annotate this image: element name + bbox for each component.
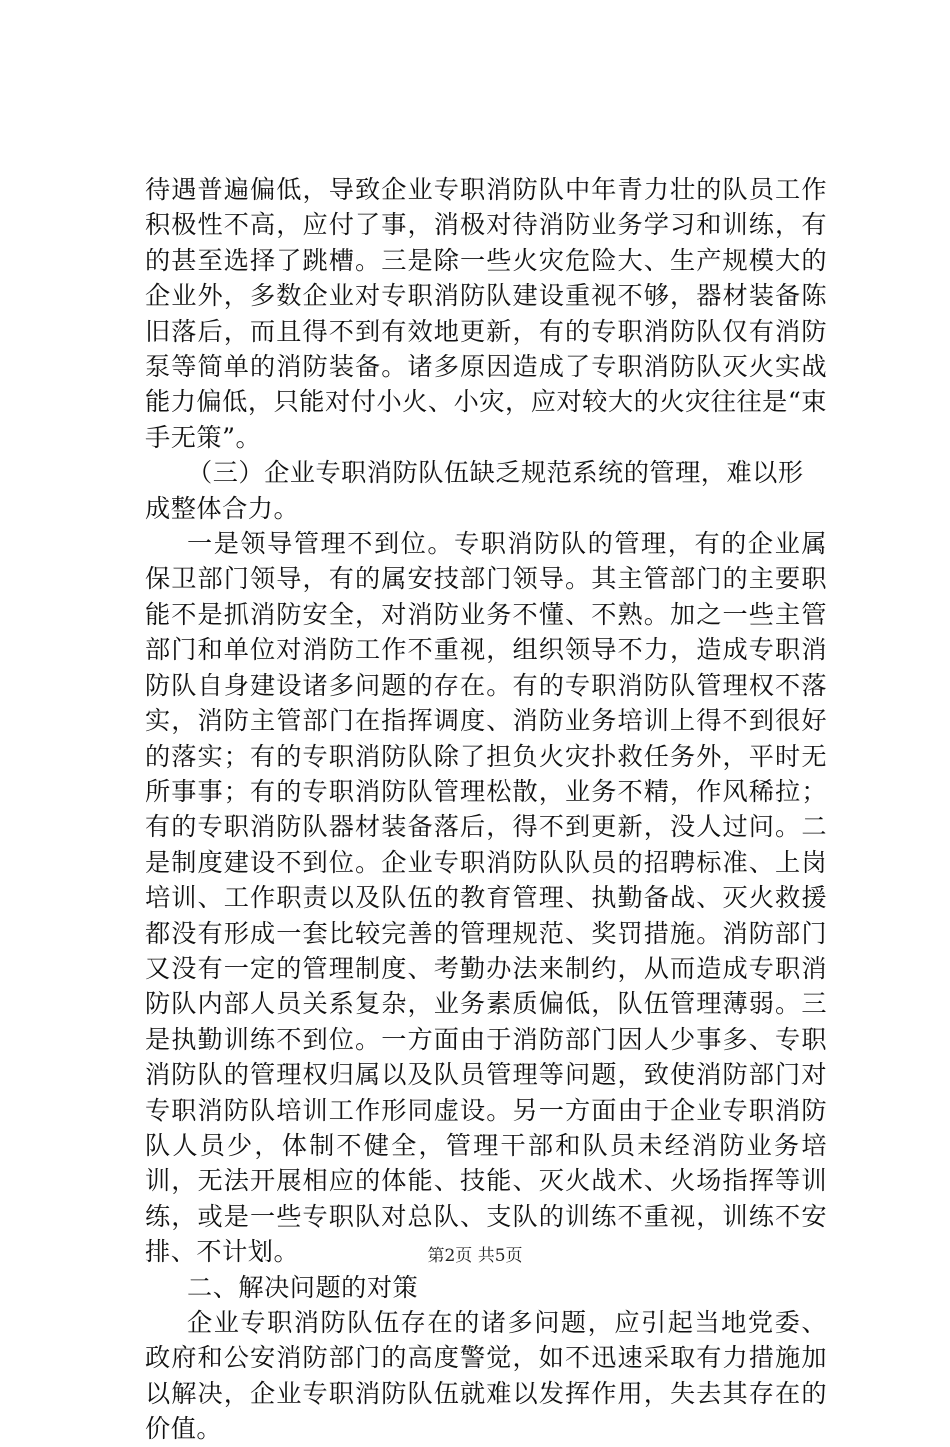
section-heading-countermeasures: 二、解决问题的对策 xyxy=(187,1272,419,1302)
paragraph-countermeasures-intro: 企业专职消防队伍存在的诸多问题，应引起当地党委、政府和公安消防部门的高度警觉，如不迅速采取有力措施加以解决，企业专职消防队伍就难以发挥作用，失去其存在的价值。 xyxy=(145,1308,827,1444)
paragraph-leadership-management: 一是领导管理不到位。专职消防队的管理，有的企业属保卫部门领导，有的属安技部门领导。其主管部门的主要职能不是抓消防安全，对消防业务不懂、不熟。加之一些主管部门和单位对消防工作不重视，组织领导不力，造成专职消防队自身建设诸多问题的存在。有的专职消防队管理权不落实，消防主管部门在指挥调度、消防业务培训上得不到很好的落实；有的专职消防队除了担负火灾扑救任务外，平时无所事事；有的专职消防队管理松散，业务不精，作风稀拉；有的专职消防队器材装备落后，得不到更新，没人过问。二是制度建设不到位。企业专职消防队队员的招聘标准、上岗培训、工作职责以及队伍的教育管理、执勤备战、灭火救援都没有形成一套比较完善的管理规范、奖罚措施。消防部门又没有一定的管理制度、考勤办法来制约，从而造成专职消防队内部人员关系复杂，业务素质偏低，队伍管理薄弱。三是执勤训练不到位。一方面由于消防部门因人少事多、专职消防队的管理权归属以及队员管理等问题，致使消防部门对专职消防队培训工作形同虚设。另一方面由于企业专职消防队人员少，体制不健全，管理干部和队员未经消防业务培训，无法开展相应的体能、技能、灭火战术、火场指挥等训练，或是一些专职队对总队、支队的训练不重视，训练不安排、不计划。 xyxy=(145,529,827,1267)
page-number-footer: 第2页 共5页 xyxy=(427,1246,523,1266)
section-heading-management: （三）企业专职消防队伍缺乏规范系统的管理，难以形成整体合力。 xyxy=(145,458,804,523)
paragraph-treatment-low: 待遇普遍偏低，导致企业专职消防队中年青力壮的队员工作积极性不高，应付了事，消极对待消防业务学习和训练，有的甚至选择了跳槽。三是除一些火灾危险大、生产规模大的企业外，多数企业对专职消防队建设重视不够，器材装备陈旧落后，而且得不到有效地更新，有的专职消防队仅有消防泵等简单的消防装备。诸多原因造成了专职消防队灭火实战能力偏低，只能对付小火、小灾，应对较大的火灾往往是“束手无策”。 xyxy=(145,175,827,452)
